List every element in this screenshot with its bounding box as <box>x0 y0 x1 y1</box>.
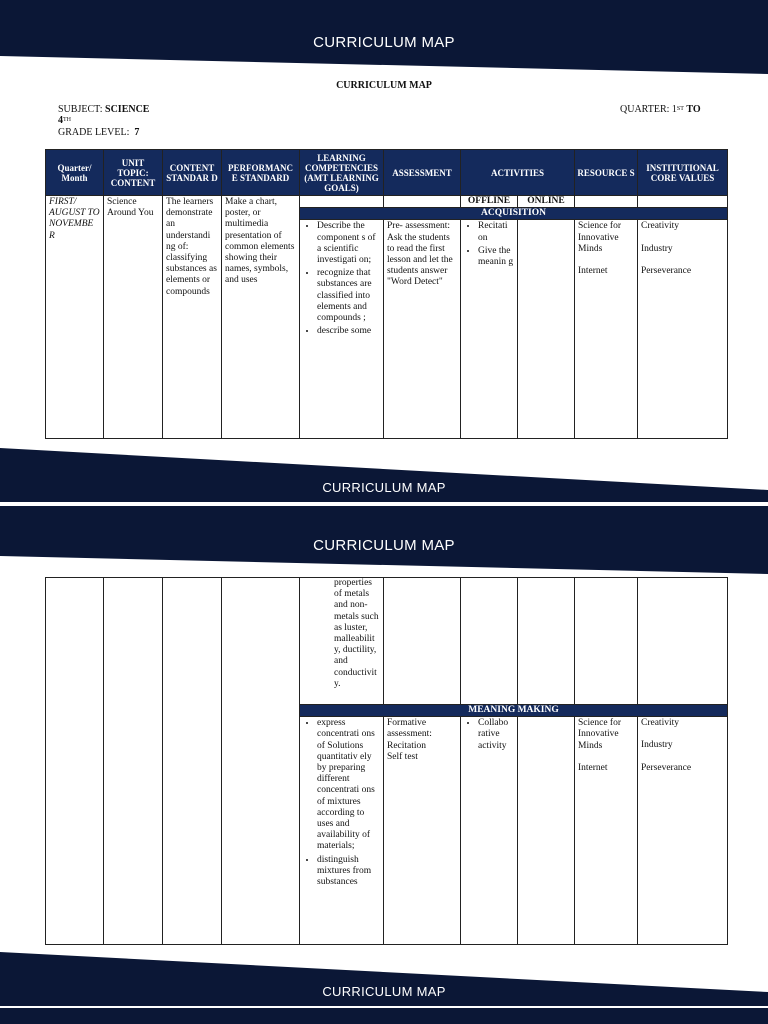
list-item: • express concentrati ons of Solutions quantitativ ely by preparing different concentrati ons of mixtures according to uses and availability of materials; <box>317 718 380 852</box>
footer-band-page1: CURRICULUM MAP <box>0 448 768 502</box>
list-item: • distinguish mixtures from substances <box>317 855 380 889</box>
cell-quarter-month: FIRST/ AUGUST TO NOVEMBE R <box>46 196 104 439</box>
subject-value: SCIENCE <box>105 104 150 115</box>
acquisition-bar: ACQUISITION <box>300 208 728 220</box>
cell-resources: Science for Innovative Minds Internet <box>575 220 638 439</box>
grade-value: 7 <box>134 127 140 138</box>
header-band-page2: CURRICULUM MAP <box>0 506 768 576</box>
subheader-offline: OFFLINE <box>461 196 518 208</box>
header-activities: ACTIVITIES <box>461 150 575 196</box>
header-learning-competencies: LEARNING COMPETENCIES (AMT LEARNING GOALS) <box>300 150 384 196</box>
cell-assessment: Pre- assessment: Ask the students to read the first lesson and let the students answer "Word Detect" <box>384 220 461 439</box>
header-quarter: Quarter/ Month <box>46 150 104 196</box>
header-assessment: ASSESSMENT <box>384 150 461 196</box>
footer-band-page2: CURRICULUM MAP <box>0 952 768 1006</box>
header-band-top <box>0 0 768 76</box>
header-unit-topic: UNIT TOPIC: CONTENT <box>104 150 163 196</box>
subheader-online: ONLINE <box>518 196 575 208</box>
list-item: • Recitati on <box>478 221 514 243</box>
header-core-values: INSTITUTIONAL CORE VALUES <box>638 150 728 196</box>
cell-offline-2 <box>461 717 518 945</box>
grade-level-line: GRADE LEVEL: 7 <box>58 127 140 138</box>
subject-line: SUBJECT: SCIENCE 4TH <box>58 104 150 126</box>
list-item: • describe some <box>317 326 380 337</box>
cell-competencies-2 <box>300 717 384 945</box>
cell-online <box>518 220 575 439</box>
document-title: CURRICULUM MAP <box>336 80 432 91</box>
list-item: • Describe the component s of a scientific investigati on; <box>317 221 380 266</box>
cell-competencies <box>300 220 384 439</box>
cell-core-values: Creativity Industry Perseverance <box>638 220 728 439</box>
cell-competencies-continued: properties of metals and non-metals such as luster, malleabilit y, ductility, and conductivit y. <box>300 578 384 705</box>
cell-offline <box>461 220 518 439</box>
cell-performance-standard: Make a chart, poster, or multimedia presentation of common elements showing their names, symbols, and uses <box>222 196 300 439</box>
cell-resources-2: Science for Innovative Minds Internet <box>575 717 638 945</box>
header-performance-standard: PERFORMANC E STANDARD <box>222 150 300 196</box>
list-item: • Collabo rative activity <box>478 718 514 752</box>
header-resources: RESOURCE S <box>575 150 638 196</box>
cell-unit-topic: Science Around You <box>104 196 163 439</box>
list-item: • recognize that substances are classified into elements and compounds ; <box>317 268 380 324</box>
curriculum-table-page1 <box>45 149 728 439</box>
cell-assessment-2: Formative assessment: Recitation Self test <box>384 717 461 945</box>
band-title: CURRICULUM MAP <box>313 34 455 51</box>
header-band-page3 <box>0 1008 768 1024</box>
meaning-making-bar: MEANING MAKING <box>300 705 728 717</box>
header-content-standard: CONTENT STANDAR D <box>163 150 222 196</box>
curriculum-table-page2 <box>45 577 728 945</box>
list-item: • Give the meanin g <box>478 246 514 268</box>
cell-core-values-2: Creativity Industry Perseverance <box>638 717 728 945</box>
cell-content-standard: The learners demonstrate an understandi ng of: classifying substances as elements or compounds <box>163 196 222 439</box>
quarter-line: QUARTER: 1ST TO <box>620 104 701 115</box>
